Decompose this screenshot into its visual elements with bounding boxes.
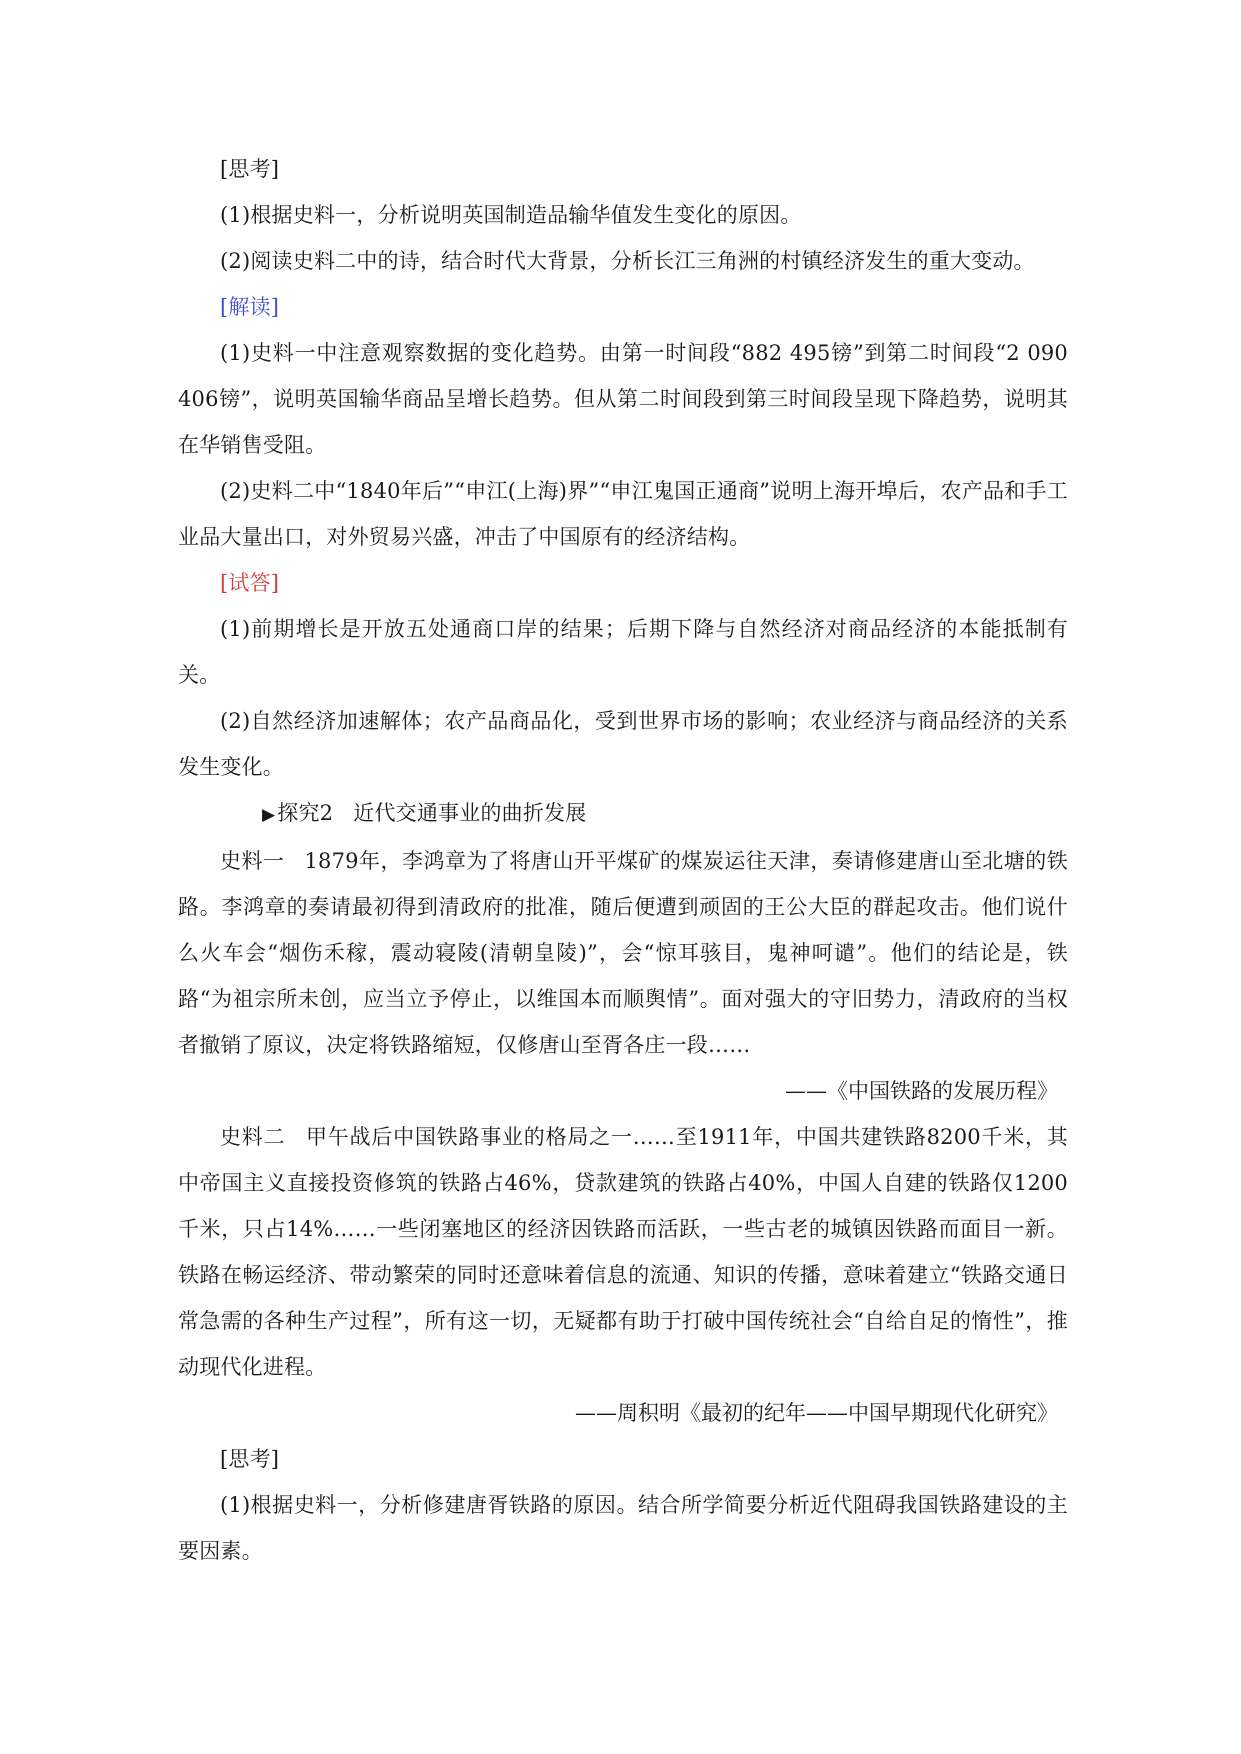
heading-number: 探究2 [277, 801, 334, 825]
material-2 [178, 1114, 1068, 1390]
interpret-tag: [解读] [220, 295, 280, 319]
question-2-1: (1)根据史料一，分析修建唐胥铁路的原因。结合所学简要分析近代阻碍我国铁路建设的主要因素。 [178, 1493, 1068, 1563]
material-1 [178, 838, 1068, 1068]
triangle-marker-icon: ▶ [262, 805, 276, 825]
question-1: (1)根据史料一，分析说明英国制造品输华值发生变化的原因。 [220, 203, 802, 227]
interpretation-1: (1)史料一中注意观察数据的变化趋势。由第一时间段“882 495镑”到第二时间段“2 090 406镑”，说明英国输华商品呈增长趋势。但从第二时间段到第三时间段呈现下降趋势，说明其在华销售受阻。 [178, 341, 1068, 457]
document-page [178, 146, 1068, 1574]
answer-1: (1)前期增长是开放五处通商口岸的结果；后期下降与自然经济对商品经济的本能抵制有关。 [178, 617, 1068, 687]
answer-tag: [试答] [220, 571, 280, 595]
question-2: (2)阅读史料二中的诗，结合时代大背景，分析长江三角洲的村镇经济发生的重大变动。 [220, 249, 1035, 273]
material-1-label: 史料一 [220, 849, 285, 873]
material-1-source: ——《中国铁路的发展历程》 [785, 1079, 1058, 1103]
think-tag: [思考] [220, 157, 280, 181]
section-heading [178, 790, 1068, 838]
interpretation-2: (2)史料二中“1840年后”“申江(上海)界”“申江鬼国正通商”说明上海开埠后，农产品和手工业品大量出口，对外贸易兴盛，冲击了中国原有的经济结构。 [178, 479, 1068, 549]
material-2-text: 甲午战后中国铁路事业的格局之一……至1911年，中国共建铁路8200千米，其中帝国主义直接投资修筑的铁路占46%，贷款建筑的铁路占40%，中国人自建的铁路仅1200千米，只占14%……一些闭塞地区的经济因铁路而活跃，一些古老的城镇因铁路而面目一新。铁路在畅运经济、带动繁荣的同时还意味着信息的流通、知识的传播，意味着建立“铁路交通日常急需的各种生产过程”，所有这一切，无疑都有助于打破中国传统社会“自给自足的惰性”，推动现代化进程。 [178, 1125, 1068, 1379]
material-2-source: ——周积明《最初的纪年——中国早期现代化研究》 [575, 1401, 1058, 1425]
material-2-label: 史料二 [220, 1125, 286, 1149]
material-1-text: 1879年，李鸿章为了将唐山开平煤矿的煤炭运往天津，奏请修建唐山至北塘的铁路。李鸿章的奏请最初得到清政府的批准，随后便遭到顽固的王公大臣的群起攻击。他们说什么火车会“烟伤禾稼，震动寝陵(清朝皇陵)”，会“惊耳骇目，鬼神呵谴”。他们的结论是，铁路“为祖宗所未创，应当立予停止，以维国本而顺舆情”。面对强大的守旧势力，清政府的当权者撤销了原议，决定将铁路缩短，仅修唐山至胥各庄一段…… [178, 849, 1068, 1057]
heading-title: 近代交通事业的曲折发展 [353, 801, 587, 825]
answer-2: (2)自然经济加速解体；农产品商品化，受到世界市场的影响；农业经济与商品经济的关系发生变化。 [178, 709, 1068, 779]
think-tag-2: [思考] [220, 1447, 280, 1471]
